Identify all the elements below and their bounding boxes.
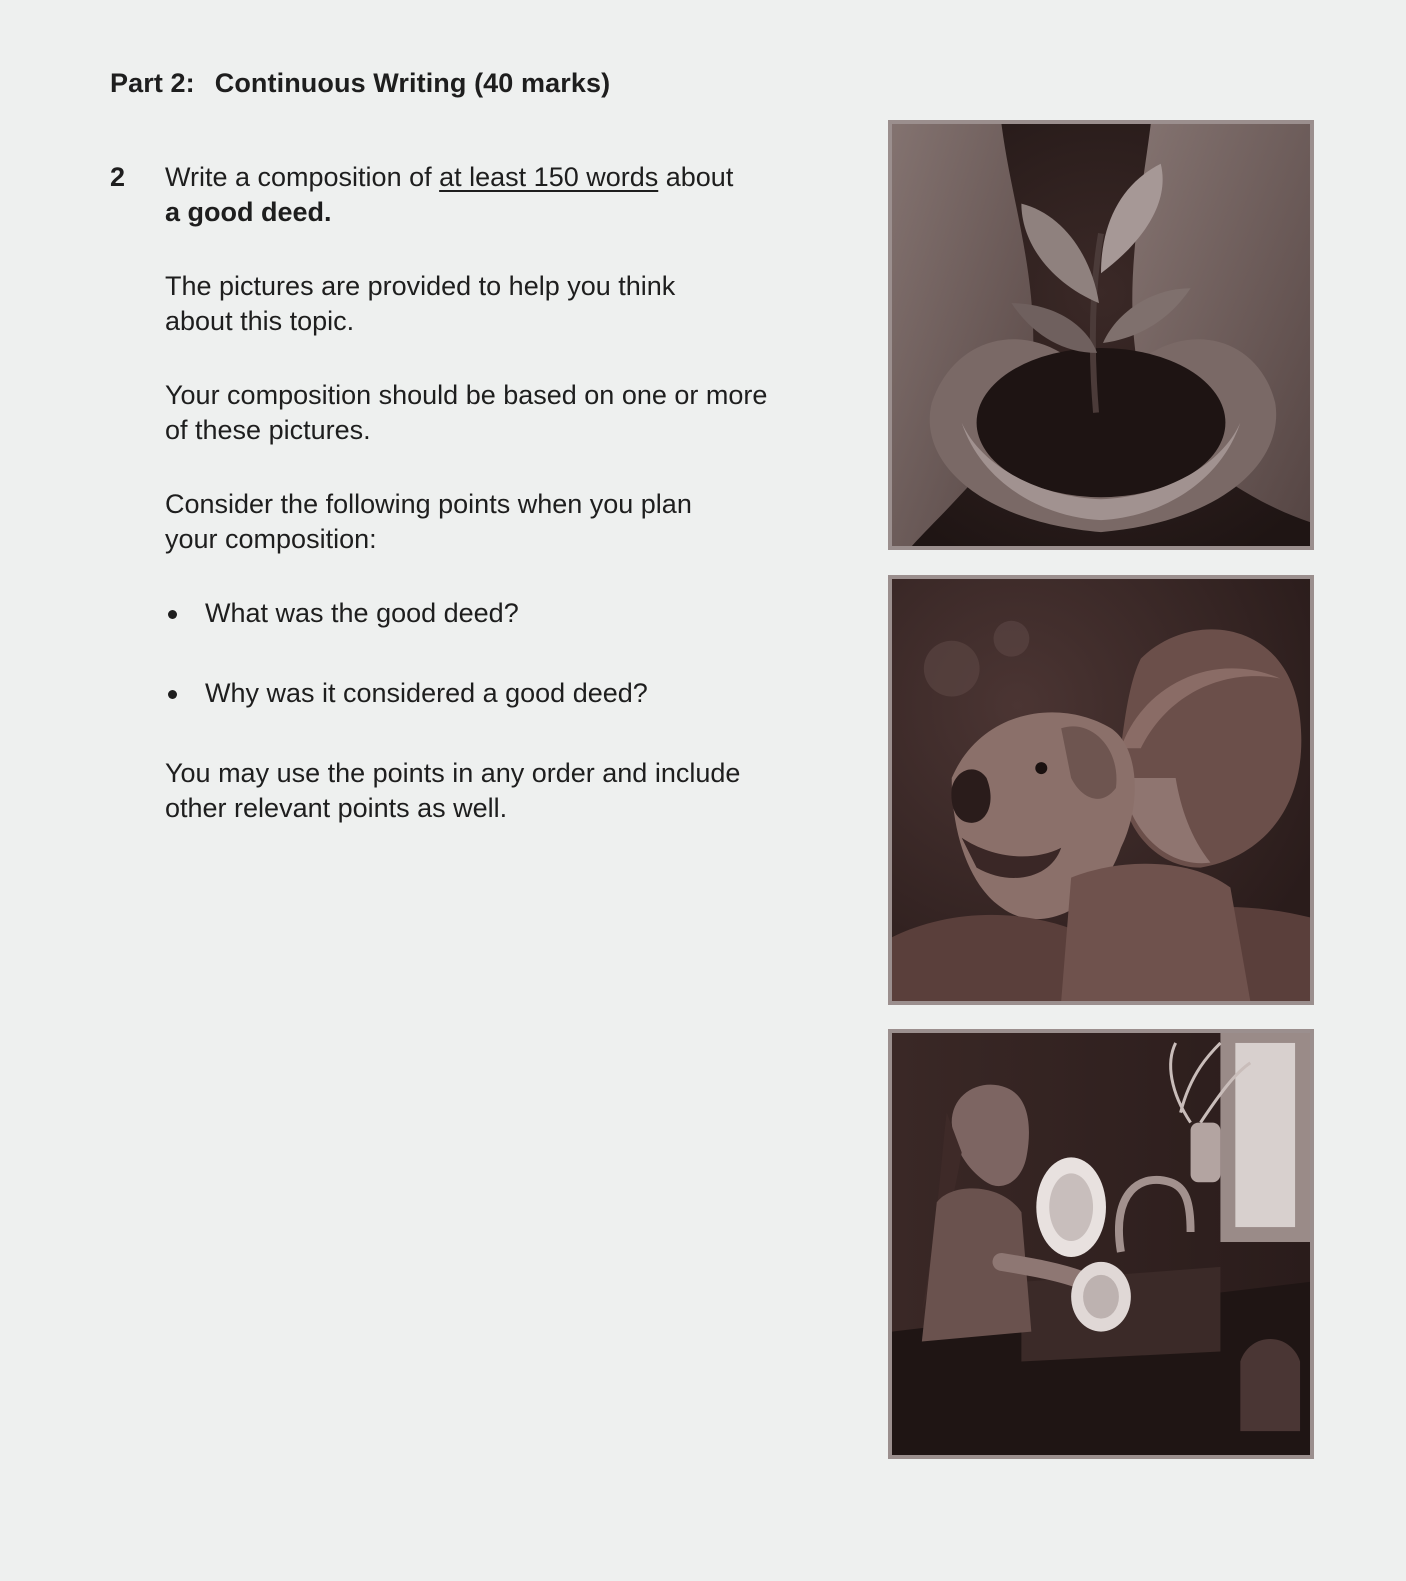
bullet-text: What was the good deed? (205, 598, 519, 628)
question-number: 2 (110, 162, 126, 192)
hands-holding-seedling-photo (888, 120, 1314, 550)
list-item (165, 676, 865, 711)
order-line-1: You may use the points in any order and include (165, 758, 741, 788)
part-title: Continuous Writing (40 marks) (214, 68, 611, 98)
pictures-line-1: The pictures are provided to help you think (165, 271, 676, 301)
list-item (165, 596, 865, 631)
bullet-icon (168, 690, 177, 699)
girl-dishes-icon (892, 1033, 1310, 1455)
boy-dog-icon (892, 579, 1310, 1001)
instruction-text-end: about (658, 162, 734, 192)
boy-hugging-dog-photo (888, 575, 1314, 1005)
composition-topic: a good deed. (165, 197, 332, 227)
girl-washing-dishes-photo (888, 1029, 1314, 1459)
part-heading (110, 68, 610, 99)
word-count-requirement: at least 150 words (439, 162, 659, 192)
part-label: Part 2: (110, 68, 195, 98)
instruction-text-start: Write a composition of (165, 162, 440, 192)
instruction-paragraph (165, 160, 865, 230)
consider-line-1: Consider the following points when you plan (165, 489, 692, 519)
order-paragraph (165, 756, 865, 826)
based-on-line-2: of these pictures. (165, 415, 371, 445)
consider-paragraph (165, 487, 865, 557)
hands-seedling-icon (892, 124, 1310, 546)
based-on-line-1: Your composition should be based on one or more (165, 380, 768, 410)
question-body (165, 160, 865, 826)
pictures-line-2: about this topic. (165, 306, 355, 336)
pictures-paragraph (165, 269, 865, 339)
points-list (165, 596, 865, 711)
order-line-2: other relevant points as well. (165, 793, 508, 823)
bullet-icon (168, 610, 177, 619)
based-on-paragraph (165, 378, 865, 448)
bullet-text: Why was it considered a good deed? (205, 678, 648, 708)
consider-line-2: your composition: (165, 524, 377, 554)
